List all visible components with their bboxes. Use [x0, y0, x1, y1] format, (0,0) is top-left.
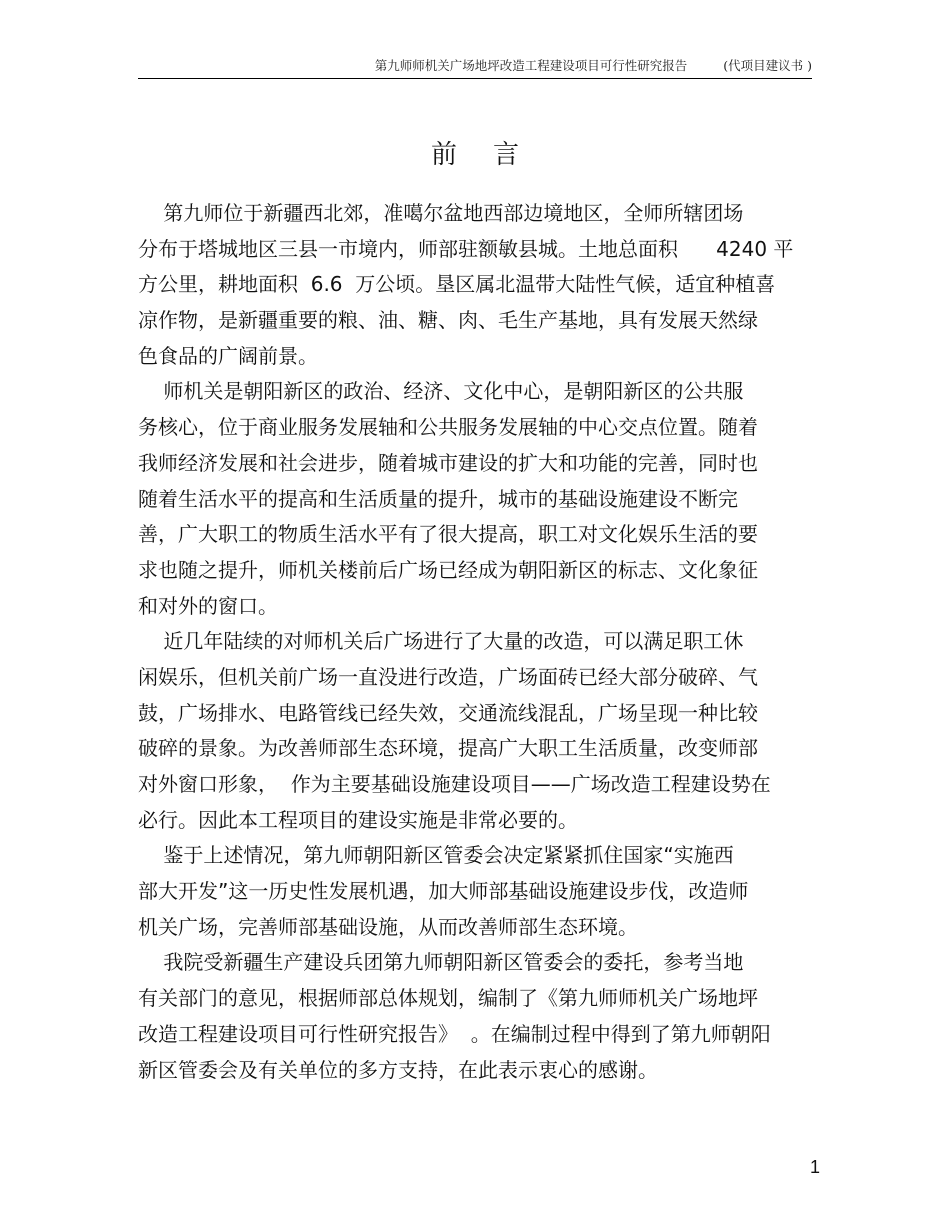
- text-line: 色食品的广阔前景。: [138, 343, 318, 368]
- text-line: 闲娱乐，但机关前广场一直没进行改造，广场面砖已经大部分破碎、气: [138, 664, 758, 689]
- text-line: 我院受新疆生产建设兵团第九师朝阳新区管委会的委托，参考当地: [138, 950, 744, 975]
- text-line: 方公里，耕地面积 6.6 万公顷。垦区属北温带大陆性气候，适宜种植喜: [138, 272, 776, 297]
- header-title: 第九师师机关广场地坪改造工程建设项目可行性研究报告: [374, 58, 688, 73]
- text-line: 凉作物，是新疆重要的粮、油、糖、肉、毛生产基地，具有发展天然绿: [138, 308, 758, 333]
- text-line: 师机关是朝阳新区的政治、经济、文化中心，是朝阳新区的公共服: [138, 379, 744, 404]
- text-line: 近几年陆续的对师机关后广场进行了大量的改造，可以满足职工休: [138, 629, 744, 654]
- page-title: 前言: [430, 140, 555, 170]
- text-line: 第九师位于新疆西北郊，准噶尔盆地西部边境地区，全师所辖团场: [138, 201, 744, 225]
- text-line: 随着生活水平的提高和生活质量的提升，城市的基础设施建设不断完: [138, 486, 738, 511]
- text-line: 有关部门的意见，根据师部总体规划，编制了《第九师师机关广场地坪: [138, 986, 758, 1011]
- text-line: 求也随之提升，师机关楼前后广场已经成为朝阳新区的标志、文化象征: [138, 557, 758, 582]
- text-line: 新区管委会及有关单位的多方支持，在此表示衷心的感谢。: [138, 1057, 658, 1082]
- text-line: 分布于塔城地区三县一市境内，师部驻额敏县城。土地总面积 4240 平: [138, 236, 794, 261]
- page-number: 1: [809, 1157, 820, 1177]
- text-line: 必行。因此本工程项目的建设实施是非常必要的。: [138, 807, 578, 832]
- header-subtitle: (代项目建议书 ): [723, 58, 812, 73]
- text-line: 和对外的窗口。: [138, 593, 278, 618]
- header-divider: [138, 78, 812, 79]
- text-line: 鉴于上述情况，第九师朝阳新区管委会决定紧紧抓住国家“实施西: [138, 843, 734, 868]
- text-line: 鼓，广场排水、电路管线已经失效，交通流线混乱，广场呈现一种比较: [138, 700, 758, 725]
- text-line: 破碎的景象。为改善师部生态环境，提高广大职工生活质量，改变师部: [138, 736, 758, 761]
- text-line: 善，广大职工的物质生活水平有了很大提高，职工对文化娱乐生活的要: [138, 522, 758, 547]
- text-line: 我师经济发展和社会进步，随着城市建设的扩大和功能的完善，同时也: [138, 450, 758, 475]
- body-text: [138, 196, 818, 1088]
- text-line: 机关广场，完善师部基础设施，从而改善师部生态环境。: [138, 914, 638, 939]
- text-line: 务核心，位于商业服务发展轴和公共服务发展轴的中心交点位置。随着: [138, 415, 758, 440]
- text-line: 部大开发”这一历史性发展机遇，加大师部基础设施建设步伐，改造师: [138, 879, 749, 904]
- text-line: 对外窗口形象， 作为主要基础设施建设项目——广场改造工程建设势在: [138, 772, 771, 796]
- text-line: 改造工程建设项目可行性研究报告》 。在编制过程中得到了第九师朝阳: [138, 1021, 771, 1046]
- running-header: [138, 56, 812, 74]
